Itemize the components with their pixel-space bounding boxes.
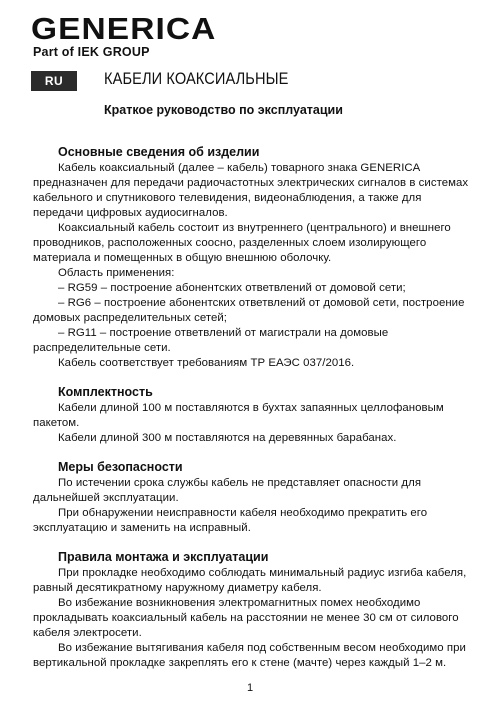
page-number: 1 (246, 682, 254, 694)
document-body (33, 145, 473, 685)
logo-wordmark: GENERICA (31, 11, 217, 46)
document-subtitle: Краткое руководство по эксплуатации (104, 103, 343, 117)
section-general-info (33, 145, 473, 371)
section-heading: Меры безопасности (58, 460, 183, 474)
section-package-contents (33, 385, 473, 446)
section-heading: Комплектность (58, 385, 153, 399)
paragraph: Область применения: (58, 267, 175, 279)
section-heading: Основные сведения об изделии (58, 145, 260, 159)
document-title: КАБЕЛИ КОАКСИАЛЬНЫЕ (104, 69, 289, 88)
logo-tagline: Part of IEK GROUP (33, 45, 150, 59)
section-heading: Правила монтажа и эксплуатации (58, 550, 269, 564)
list-item: – RG11 – построение ответвлений от магистрали на домовые распределительные сети. (33, 327, 389, 354)
paragraph: По истечении срока службы кабель не представляет опасности для дальнейшей эксплуатации. (33, 477, 422, 504)
paragraph: При обнаружении неисправности кабеля необходимо прекратить его эксплуатацию и заменить на исправный. (33, 507, 428, 534)
section-installation (33, 550, 473, 671)
paragraph: Кабели длиной 300 м поставляются на деревянных барабанах. (58, 432, 397, 444)
paragraph: Во избежание возникновения электромагнитных помех необходимо прокладывать коаксиальный кабель на расстоянии не менее 30 см от силового кабеля электросети. (33, 597, 459, 639)
paragraph: Кабели длиной 100 м поставляются в бухтах запаянных целлофановым пакетом. (33, 402, 444, 429)
paragraph: Кабель соответствует требованиям ТР ЕАЭС 037/2016. (58, 357, 355, 369)
section-safety (33, 460, 473, 536)
paragraph: Кабель коаксиальный (далее – кабель) товарного знака GENERICA предназначен для передачи радиочастотных электрических сигналов в системах кабельного и спутникового телевидения, видеонаблюдения, а также для передачи цифровых аудиосигналов. (33, 162, 469, 219)
language-badge: RU (31, 71, 77, 91)
list-item: – RG6 – построение абонентских ответвлений от домовой сети, построение домовых распределительных сетей; (33, 297, 465, 324)
paragraph: При прокладке необходимо соблюдать минимальный радиус изгиба кабеля, равный десятикратному наружному диаметру кабеля. (33, 567, 467, 594)
paragraph: Во избежание вытягивания кабеля под собственным весом необходимо при вертикальной прокладке закреплять его к стене (мачте) через каждый 1–2 м. (33, 642, 466, 669)
paragraph: Коаксиальный кабель состоит из внутреннего (центрального) и внешнего проводников, расположенных соосно, разделенных слоем изолирующего материала и помещенных в общую внешнюю оболочку. (33, 222, 451, 264)
list-item: – RG59 – построение абонентских ответвлений от домовой сети; (58, 282, 406, 294)
brand-logo (31, 11, 217, 59)
